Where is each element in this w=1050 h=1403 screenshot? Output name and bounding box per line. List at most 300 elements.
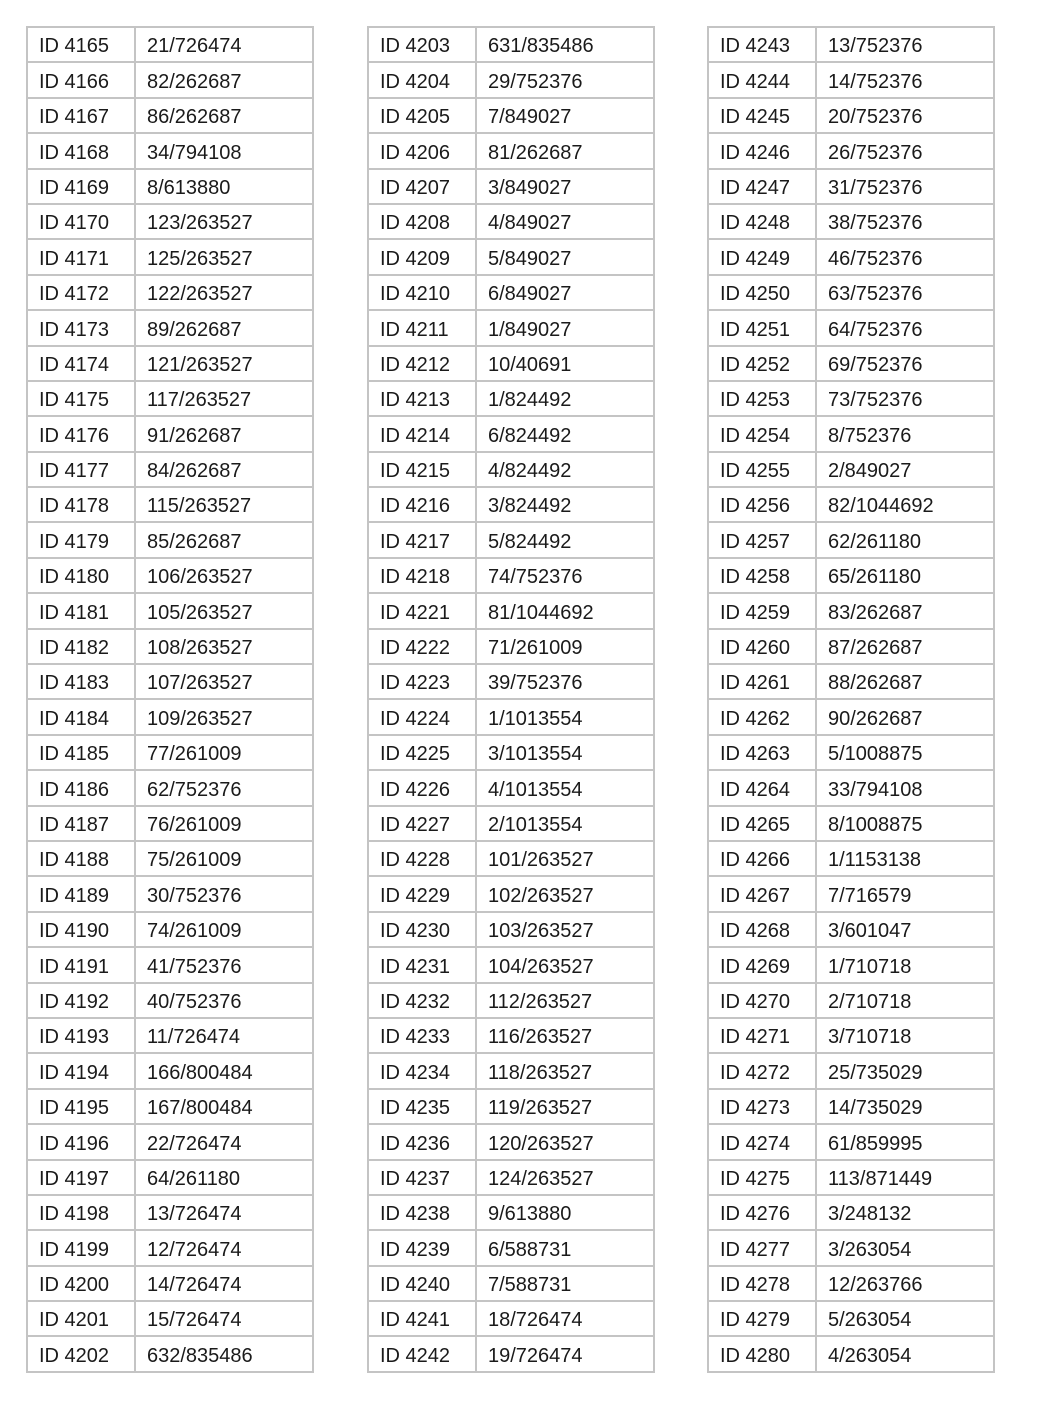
id-cell: ID 4174	[27, 346, 135, 381]
id-cell: ID 4236	[368, 1124, 476, 1159]
value-cell: 1/710718	[816, 947, 994, 982]
value-cell: 15/726474	[135, 1301, 313, 1336]
id-cell: ID 4246	[708, 133, 816, 168]
id-cell: ID 4198	[27, 1195, 135, 1230]
value-cell: 121/263527	[135, 346, 313, 381]
id-cell: ID 4179	[27, 522, 135, 557]
id-cell: ID 4250	[708, 275, 816, 310]
value-cell: 76/261009	[135, 806, 313, 841]
id-cell: ID 4256	[708, 487, 816, 522]
table-row	[27, 1266, 313, 1301]
id-cell: ID 4243	[708, 27, 816, 62]
table-row	[27, 947, 313, 982]
table-row	[708, 912, 994, 947]
table-row	[708, 416, 994, 451]
id-cell: ID 4183	[27, 664, 135, 699]
value-cell: 83/262687	[816, 593, 994, 628]
value-cell: 167/800484	[135, 1089, 313, 1124]
id-cell: ID 4251	[708, 310, 816, 345]
id-cell: ID 4235	[368, 1089, 476, 1124]
table-row	[27, 169, 313, 204]
id-cell: ID 4167	[27, 98, 135, 133]
value-cell: 105/263527	[135, 593, 313, 628]
id-cell: ID 4271	[708, 1018, 816, 1053]
table-row	[27, 841, 313, 876]
table-row	[27, 133, 313, 168]
id-cell: ID 4202	[27, 1336, 135, 1371]
table-row	[708, 98, 994, 133]
value-cell: 120/263527	[476, 1124, 654, 1159]
table-row	[368, 169, 654, 204]
table-row	[27, 593, 313, 628]
id-cell: ID 4199	[27, 1230, 135, 1265]
table-row	[708, 1160, 994, 1195]
table-row	[27, 1195, 313, 1230]
value-cell: 113/871449	[816, 1160, 994, 1195]
id-cell: ID 4172	[27, 275, 135, 310]
id-cell: ID 4210	[368, 275, 476, 310]
table-row	[708, 275, 994, 310]
table-row	[27, 487, 313, 522]
table-row	[368, 983, 654, 1018]
value-cell: 84/262687	[135, 452, 313, 487]
id-table-left	[26, 26, 314, 1373]
id-cell: ID 4226	[368, 770, 476, 805]
id-cell: ID 4258	[708, 558, 816, 593]
table-row	[708, 629, 994, 664]
table-row	[368, 1230, 654, 1265]
table-row	[708, 133, 994, 168]
value-cell: 108/263527	[135, 629, 313, 664]
table-row	[708, 169, 994, 204]
table-row	[708, 1195, 994, 1230]
value-cell: 14/735029	[816, 1089, 994, 1124]
value-cell: 166/800484	[135, 1053, 313, 1088]
value-cell: 21/726474	[135, 27, 313, 62]
table-row	[708, 1266, 994, 1301]
value-cell: 3/710718	[816, 1018, 994, 1053]
id-cell: ID 4168	[27, 133, 135, 168]
value-cell: 10/40691	[476, 346, 654, 381]
value-cell: 3/849027	[476, 169, 654, 204]
table-row	[368, 416, 654, 451]
table-row	[27, 27, 313, 62]
table-row	[708, 204, 994, 239]
table-row	[708, 1124, 994, 1159]
value-cell: 88/262687	[816, 664, 994, 699]
table-row	[368, 912, 654, 947]
id-cell: ID 4176	[27, 416, 135, 451]
table-row	[368, 133, 654, 168]
value-cell: 123/263527	[135, 204, 313, 239]
id-cell: ID 4217	[368, 522, 476, 557]
id-cell: ID 4212	[368, 346, 476, 381]
value-cell: 38/752376	[816, 204, 994, 239]
table-row	[368, 806, 654, 841]
value-cell: 6/588731	[476, 1230, 654, 1265]
table-row	[27, 1053, 313, 1088]
value-cell: 5/263054	[816, 1301, 994, 1336]
value-cell: 11/726474	[135, 1018, 313, 1053]
table-row	[27, 876, 313, 911]
value-cell: 8/1008875	[816, 806, 994, 841]
table-row	[27, 735, 313, 770]
id-cell: ID 4249	[708, 239, 816, 274]
table-row	[708, 699, 994, 734]
table-row	[708, 735, 994, 770]
value-cell: 3/824492	[476, 487, 654, 522]
value-cell: 90/262687	[816, 699, 994, 734]
table-row	[368, 841, 654, 876]
value-cell: 77/261009	[135, 735, 313, 770]
value-cell: 112/263527	[476, 983, 654, 1018]
value-cell: 75/261009	[135, 841, 313, 876]
table-row	[708, 770, 994, 805]
value-cell: 82/1044692	[816, 487, 994, 522]
id-cell: ID 4273	[708, 1089, 816, 1124]
value-cell: 5/1008875	[816, 735, 994, 770]
table-row	[368, 487, 654, 522]
table-row	[27, 1301, 313, 1336]
table-row	[27, 346, 313, 381]
table-row	[27, 275, 313, 310]
value-cell: 65/261180	[816, 558, 994, 593]
value-cell: 12/726474	[135, 1230, 313, 1265]
id-cell: ID 4237	[368, 1160, 476, 1195]
id-cell: ID 4224	[368, 699, 476, 734]
value-cell: 25/735029	[816, 1053, 994, 1088]
table-row	[708, 1089, 994, 1124]
table-row	[708, 1053, 994, 1088]
value-cell: 7/588731	[476, 1266, 654, 1301]
table-row	[708, 487, 994, 522]
value-cell: 13/726474	[135, 1195, 313, 1230]
table-row	[27, 912, 313, 947]
table-row	[368, 558, 654, 593]
table-row	[368, 629, 654, 664]
table-row	[27, 522, 313, 557]
id-cell: ID 4263	[708, 735, 816, 770]
table-row	[368, 593, 654, 628]
table-row	[368, 770, 654, 805]
id-cell: ID 4264	[708, 770, 816, 805]
id-cell: ID 4197	[27, 1160, 135, 1195]
value-cell: 39/752376	[476, 664, 654, 699]
table-row	[368, 27, 654, 62]
id-cell: ID 4177	[27, 452, 135, 487]
id-cell: ID 4240	[368, 1266, 476, 1301]
table-row	[708, 239, 994, 274]
id-cell: ID 4223	[368, 664, 476, 699]
table-row	[708, 522, 994, 557]
table-row	[368, 346, 654, 381]
table-row	[708, 806, 994, 841]
id-cell: ID 4180	[27, 558, 135, 593]
id-cell: ID 4278	[708, 1266, 816, 1301]
value-cell: 4/263054	[816, 1336, 994, 1371]
table-row	[708, 1018, 994, 1053]
table-row	[708, 593, 994, 628]
id-cell: ID 4169	[27, 169, 135, 204]
id-cell: ID 4245	[708, 98, 816, 133]
id-cell: ID 4206	[368, 133, 476, 168]
table-row	[27, 204, 313, 239]
id-cell: ID 4209	[368, 239, 476, 274]
value-cell: 20/752376	[816, 98, 994, 133]
table-row	[708, 452, 994, 487]
value-cell: 2/1013554	[476, 806, 654, 841]
id-cell: ID 4190	[27, 912, 135, 947]
id-cell: ID 4255	[708, 452, 816, 487]
id-cell: ID 4227	[368, 806, 476, 841]
value-cell: 4/849027	[476, 204, 654, 239]
value-cell: 26/752376	[816, 133, 994, 168]
id-cell: ID 4188	[27, 841, 135, 876]
value-cell: 3/263054	[816, 1230, 994, 1265]
id-cell: ID 4272	[708, 1053, 816, 1088]
value-cell: 3/248132	[816, 1195, 994, 1230]
table-row	[368, 381, 654, 416]
value-cell: 63/752376	[816, 275, 994, 310]
value-cell: 1/1013554	[476, 699, 654, 734]
value-cell: 86/262687	[135, 98, 313, 133]
table-row	[27, 1160, 313, 1195]
value-cell: 4/824492	[476, 452, 654, 487]
id-cell: ID 4215	[368, 452, 476, 487]
id-cell: ID 4203	[368, 27, 476, 62]
value-cell: 64/752376	[816, 310, 994, 345]
id-cell: ID 4185	[27, 735, 135, 770]
id-cell: ID 4186	[27, 770, 135, 805]
value-cell: 3/1013554	[476, 735, 654, 770]
table-row	[27, 1336, 313, 1371]
value-cell: 8/613880	[135, 169, 313, 204]
value-cell: 115/263527	[135, 487, 313, 522]
value-cell: 12/263766	[816, 1266, 994, 1301]
table-row	[708, 346, 994, 381]
id-cell: ID 4214	[368, 416, 476, 451]
id-cell: ID 4204	[368, 62, 476, 97]
table-row	[708, 1230, 994, 1265]
table-row	[27, 629, 313, 664]
table-row	[27, 1230, 313, 1265]
value-cell: 73/752376	[816, 381, 994, 416]
id-cell: ID 4166	[27, 62, 135, 97]
table-row	[708, 558, 994, 593]
id-cell: ID 4268	[708, 912, 816, 947]
table-row	[368, 947, 654, 982]
value-cell: 13/752376	[816, 27, 994, 62]
table-row	[368, 876, 654, 911]
value-cell: 109/263527	[135, 699, 313, 734]
value-cell: 62/261180	[816, 522, 994, 557]
id-cell: ID 4231	[368, 947, 476, 982]
value-cell: 9/613880	[476, 1195, 654, 1230]
id-cell: ID 4187	[27, 806, 135, 841]
value-cell: 33/794108	[816, 770, 994, 805]
value-cell: 3/601047	[816, 912, 994, 947]
value-cell: 107/263527	[135, 664, 313, 699]
id-table-body	[368, 27, 654, 1372]
value-cell: 5/849027	[476, 239, 654, 274]
value-cell: 6/824492	[476, 416, 654, 451]
table-row	[368, 239, 654, 274]
id-cell: ID 4265	[708, 806, 816, 841]
value-cell: 74/752376	[476, 558, 654, 593]
value-cell: 101/263527	[476, 841, 654, 876]
value-cell: 631/835486	[476, 27, 654, 62]
value-cell: 82/262687	[135, 62, 313, 97]
table-row	[708, 664, 994, 699]
table-row	[368, 204, 654, 239]
value-cell: 7/849027	[476, 98, 654, 133]
table-row	[368, 1195, 654, 1230]
value-cell: 122/263527	[135, 275, 313, 310]
table-row	[27, 452, 313, 487]
table-row	[368, 1124, 654, 1159]
id-cell: ID 4221	[368, 593, 476, 628]
value-cell: 125/263527	[135, 239, 313, 274]
value-cell: 118/263527	[476, 1053, 654, 1088]
table-row	[27, 1124, 313, 1159]
table-row	[368, 1301, 654, 1336]
table-row	[368, 62, 654, 97]
id-table-right	[707, 26, 995, 1373]
value-cell: 103/263527	[476, 912, 654, 947]
id-cell: ID 4171	[27, 239, 135, 274]
table-row	[27, 381, 313, 416]
value-cell: 117/263527	[135, 381, 313, 416]
id-cell: ID 4184	[27, 699, 135, 734]
table-row	[708, 310, 994, 345]
id-cell: ID 4225	[368, 735, 476, 770]
id-cell: ID 4175	[27, 381, 135, 416]
id-cell: ID 4173	[27, 310, 135, 345]
id-cell: ID 4229	[368, 876, 476, 911]
value-cell: 74/261009	[135, 912, 313, 947]
id-cell: ID 4218	[368, 558, 476, 593]
value-cell: 124/263527	[476, 1160, 654, 1195]
id-cell: ID 4277	[708, 1230, 816, 1265]
id-cell: ID 4193	[27, 1018, 135, 1053]
table-row	[368, 1018, 654, 1053]
table-row	[368, 664, 654, 699]
value-cell: 69/752376	[816, 346, 994, 381]
value-cell: 106/263527	[135, 558, 313, 593]
id-table-body	[27, 27, 313, 1372]
id-cell: ID 4165	[27, 27, 135, 62]
id-cell: ID 4241	[368, 1301, 476, 1336]
table-row	[368, 452, 654, 487]
value-cell: 40/752376	[135, 983, 313, 1018]
value-cell: 85/262687	[135, 522, 313, 557]
id-cell: ID 4232	[368, 983, 476, 1018]
table-row	[708, 876, 994, 911]
id-cell: ID 4276	[708, 1195, 816, 1230]
table-row	[27, 1089, 313, 1124]
id-cell: ID 4260	[708, 629, 816, 664]
value-cell: 18/726474	[476, 1301, 654, 1336]
id-cell: ID 4201	[27, 1301, 135, 1336]
id-cell: ID 4252	[708, 346, 816, 381]
value-cell: 14/752376	[816, 62, 994, 97]
value-cell: 81/1044692	[476, 593, 654, 628]
value-cell: 2/710718	[816, 983, 994, 1018]
value-cell: 104/263527	[476, 947, 654, 982]
id-cell: ID 4280	[708, 1336, 816, 1371]
id-cell: ID 4181	[27, 593, 135, 628]
value-cell: 8/752376	[816, 416, 994, 451]
id-cell: ID 4216	[368, 487, 476, 522]
value-cell: 22/726474	[135, 1124, 313, 1159]
table-row	[368, 735, 654, 770]
value-cell: 34/794108	[135, 133, 313, 168]
id-table-body	[708, 27, 994, 1372]
id-cell: ID 4254	[708, 416, 816, 451]
id-cell: ID 4191	[27, 947, 135, 982]
table-row	[27, 416, 313, 451]
id-cell: ID 4195	[27, 1089, 135, 1124]
table-row	[368, 699, 654, 734]
id-cell: ID 4196	[27, 1124, 135, 1159]
table-row	[27, 770, 313, 805]
table-row	[708, 62, 994, 97]
id-cell: ID 4266	[708, 841, 816, 876]
id-cell: ID 4270	[708, 983, 816, 1018]
id-cell: ID 4194	[27, 1053, 135, 1088]
id-cell: ID 4247	[708, 169, 816, 204]
table-row	[368, 1336, 654, 1371]
table-row	[27, 239, 313, 274]
table-row	[708, 27, 994, 62]
value-cell: 119/263527	[476, 1089, 654, 1124]
id-cell: ID 4178	[27, 487, 135, 522]
table-row	[368, 522, 654, 557]
value-cell: 102/263527	[476, 876, 654, 911]
value-cell: 61/859995	[816, 1124, 994, 1159]
table-row	[708, 381, 994, 416]
value-cell: 116/263527	[476, 1018, 654, 1053]
id-cell: ID 4267	[708, 876, 816, 911]
value-cell: 7/716579	[816, 876, 994, 911]
value-cell: 91/262687	[135, 416, 313, 451]
table-row	[368, 310, 654, 345]
id-cell: ID 4269	[708, 947, 816, 982]
id-cell: ID 4279	[708, 1301, 816, 1336]
id-cell: ID 4244	[708, 62, 816, 97]
value-cell: 14/726474	[135, 1266, 313, 1301]
value-cell: 1/849027	[476, 310, 654, 345]
table-row	[27, 983, 313, 1018]
table-row	[27, 558, 313, 593]
id-cell: ID 4257	[708, 522, 816, 557]
id-cell: ID 4192	[27, 983, 135, 1018]
table-row	[27, 1018, 313, 1053]
table-row	[27, 806, 313, 841]
value-cell: 632/835486	[135, 1336, 313, 1371]
value-cell: 46/752376	[816, 239, 994, 274]
id-table-middle	[367, 26, 655, 1373]
id-cell: ID 4189	[27, 876, 135, 911]
value-cell: 64/261180	[135, 1160, 313, 1195]
id-cell: ID 4275	[708, 1160, 816, 1195]
table-row	[368, 1053, 654, 1088]
value-cell: 4/1013554	[476, 770, 654, 805]
value-cell: 2/849027	[816, 452, 994, 487]
id-cell: ID 4211	[368, 310, 476, 345]
id-cell: ID 4242	[368, 1336, 476, 1371]
id-cell: ID 4230	[368, 912, 476, 947]
